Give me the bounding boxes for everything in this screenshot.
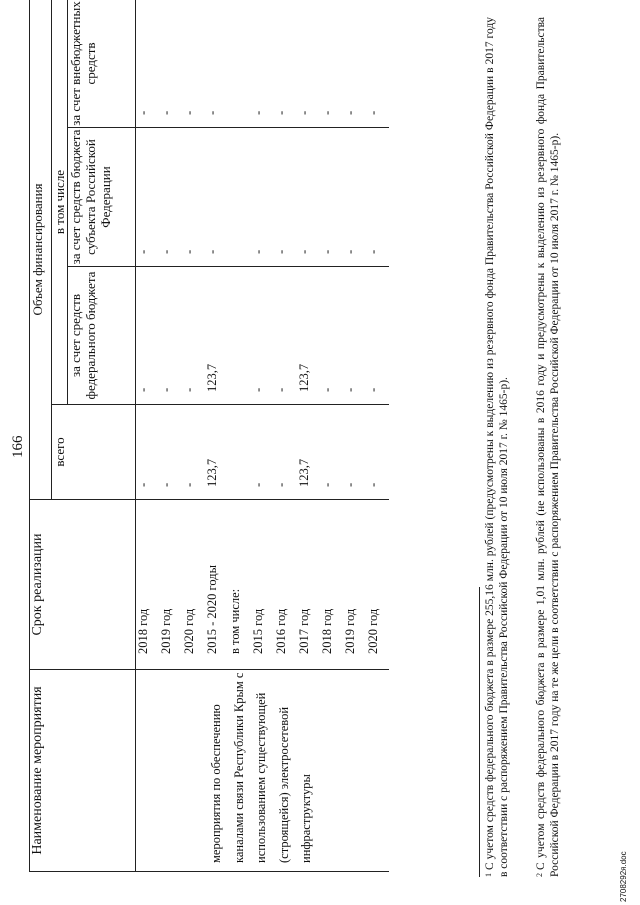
header-federal: за счет средств федерального бюджета [68, 267, 136, 405]
cell-regional: - [274, 128, 297, 267]
cell-extra: - [274, 0, 297, 128]
page-number: 166 [10, 435, 26, 458]
header-volume: Объем финансирования [30, 0, 52, 500]
cell-regional: - [251, 128, 274, 267]
footnote-2 [535, 17, 562, 877]
cell-regional: - [136, 128, 160, 267]
cell-srok: 2015 год [251, 500, 274, 670]
footnote-1 [484, 17, 511, 877]
cell-total: 123,7 [205, 405, 228, 500]
header-incl: в том числе [52, 0, 68, 405]
table-row [205, 0, 228, 872]
cell-regional: - [159, 128, 182, 267]
footnote-1-text: С учетом средств федерального бюджета в размере 255,16 млн. рублей (предусмотрены к выделению из резервного фонда Правительства Российской Федерации в 2017 году в соответствии с распоряжением Правительства Российской Федерации от 10 июля 2017 г. № 1465-р). [484, 17, 510, 877]
cell-extra: - [205, 0, 228, 128]
cell-srok: 2018 год [136, 500, 160, 670]
cell-srok: в том числе: [228, 500, 251, 670]
footnote-2-text: С учетом средств федерального бюджета в размере 1,01 млн. рублей (не использованы в 2016 году и предусмотрены к выделению из резервного фонда Правительства Российской Федерации в 2017 году на те же цели в соответствии с распоряжением Правительства Российской Федерации от 10 июля 2017 г. № 1465-р). [535, 17, 561, 877]
cell-federal: - [320, 267, 343, 405]
cell-srok: 2016 год [274, 500, 297, 670]
cell-regional: - [320, 128, 343, 267]
financing-table [29, 0, 389, 872]
cell-total: - [343, 405, 366, 500]
table-row [136, 0, 160, 872]
cell-total: - [136, 405, 160, 500]
cell-extra: - [297, 0, 320, 128]
cell-total: - [274, 405, 297, 500]
cell-extra: - [343, 0, 366, 128]
cell-extra [228, 0, 251, 128]
cell-total [228, 405, 251, 500]
header-name: Наименование мероприятия [30, 670, 136, 872]
cell-federal: 123,7 [205, 267, 228, 405]
cell-regional: - [182, 128, 205, 267]
cell-srok: 2015 - 2020 годы [205, 500, 228, 670]
cell-total: - [320, 405, 343, 500]
header-extra: за счет внебюджетных средств [68, 0, 136, 128]
cell-srok: 2020 год [366, 500, 389, 670]
footnote-2-mark: 2 [535, 873, 544, 877]
cell-federal: - [159, 267, 182, 405]
cell-federal: - [343, 267, 366, 405]
header-regional: за счет средств бюджета субъекта Российской Федерации [68, 128, 136, 267]
cell-total: - [159, 405, 182, 500]
cell-extra: - [320, 0, 343, 128]
cell-total: - [366, 405, 389, 500]
cell-extra: - [159, 0, 182, 128]
cell-extra: - [366, 0, 389, 128]
cell-srok: 2020 год [182, 500, 205, 670]
cell-federal: - [274, 267, 297, 405]
cell-federal: - [136, 267, 160, 405]
cell-federal: 123,7 [297, 267, 320, 405]
cell-regional: - [366, 128, 389, 267]
footnote-1-mark: 1 [484, 873, 493, 877]
cell-extra: - [136, 0, 160, 128]
table-row [182, 0, 205, 872]
cell-srok: 2018 год [320, 500, 343, 670]
cell-extra: - [251, 0, 274, 128]
table-row [159, 0, 182, 872]
cell-regional: - [343, 128, 366, 267]
footnote-rule [479, 587, 480, 877]
cell-total: - [251, 405, 274, 500]
cell-federal: - [182, 267, 205, 405]
cell-extra: - [182, 0, 205, 128]
header-srok: Срок реализации [30, 500, 136, 670]
cell-srok: 2019 год [159, 500, 182, 670]
cell-federal: - [251, 267, 274, 405]
measure-name: мероприятия по обеспечению каналами связи Республики Крым с использованием существующей (строящейся) электросетевой инфраструктуры [205, 670, 389, 872]
cell-srok: 2019 год [343, 500, 366, 670]
cell-federal [228, 267, 251, 405]
header-total: всего [52, 405, 136, 500]
cell-srok: 2017 год [297, 500, 320, 670]
cell-regional [228, 128, 251, 267]
doc-code: 2708292я.doc [619, 851, 628, 902]
cell-federal: - [366, 267, 389, 405]
cell-total: - [182, 405, 205, 500]
cell-total: 123,7 [297, 405, 320, 500]
cell-regional: - [297, 128, 320, 267]
cell-regional: - [205, 128, 228, 267]
